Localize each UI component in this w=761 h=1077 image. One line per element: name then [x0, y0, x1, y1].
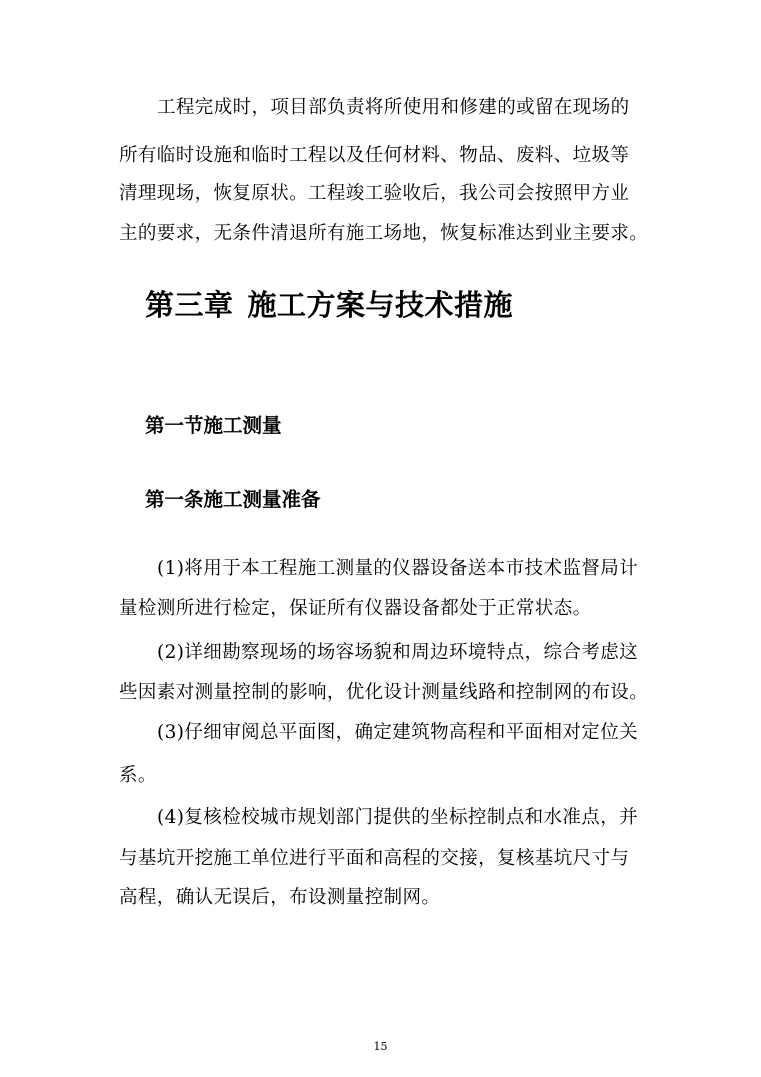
item-line: 与基坑开挖施工单位进行平面和高程的交接，复核基坑尺寸与 — [119, 848, 630, 869]
paragraph-line: 主的要求，无条件清退所有施工场地，恢复标准达到业主要求。 — [119, 223, 649, 244]
section-heading: 第一节施工测量 — [145, 414, 282, 437]
chapter-number: 第三章 — [145, 288, 234, 322]
paragraph-line: 工程完成时，项目部负责将所使用和修建的或留在现场的 — [157, 97, 630, 118]
item-line: 些因素对测量控制的影响，优化设计测量线路和控制网的布设。 — [119, 682, 649, 703]
item-line: (3)仔细审阅总平面图，确定建筑物高程和平面相对定位关 — [157, 722, 639, 743]
item-line: 系。 — [119, 765, 157, 786]
item-line: (4)复核检校城市规划部门提供的坐标控制点和水准点，并 — [157, 807, 639, 828]
paragraph-line: 所有临时设施和临时工程以及任何材料、物品、废料、垃圾等 — [119, 145, 630, 166]
item-line: (2)详细勘察现场的场容场貌和周边环境特点，综合考虑这 — [157, 642, 639, 663]
item-line: 量检测所进行检定，保证所有仪器设备都处于正常状态。 — [119, 598, 592, 619]
paragraph-line: 清理现场，恢复原状。工程竣工验收后，我公司会按照甲方业 — [119, 183, 630, 204]
chapter-title: 施工方案与技术措施 — [247, 288, 514, 322]
chapter-heading — [145, 285, 513, 325]
article-heading: 第一条施工测量准备 — [145, 488, 321, 511]
page-number: 15 — [373, 1040, 388, 1053]
item-line: (1)将用于本工程施工测量的仪器设备送本市技术监督局计 — [157, 558, 639, 579]
item-line: 高程，确认无误后，布设测量控制网。 — [119, 887, 441, 908]
